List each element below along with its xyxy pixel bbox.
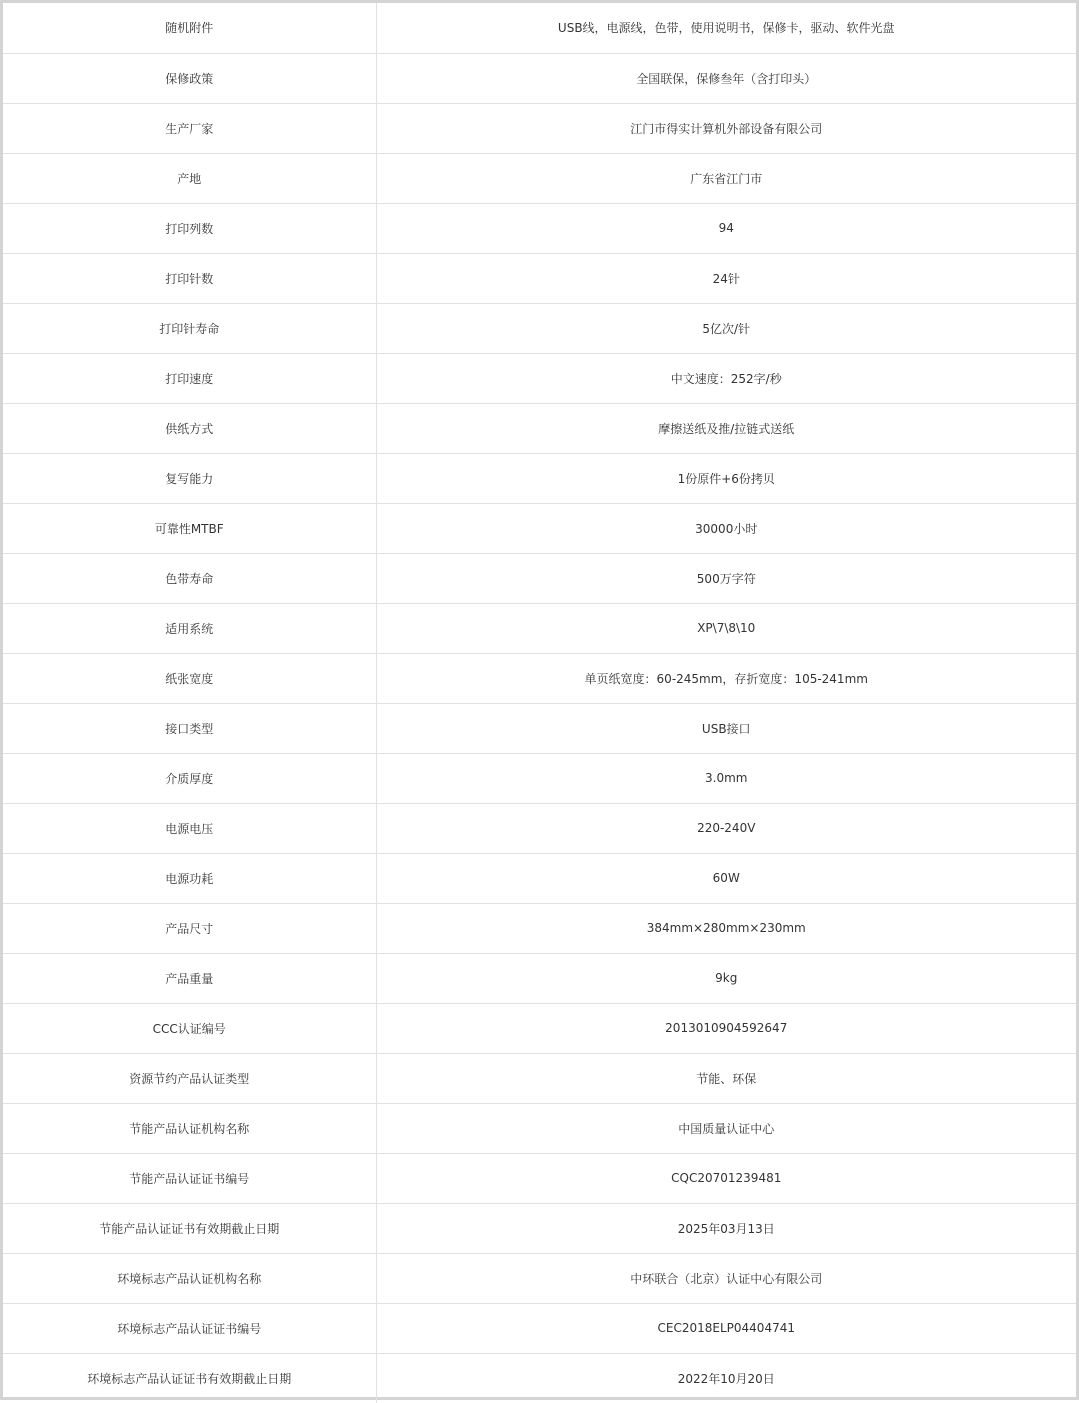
spec-label: 环境标志产品认证证书编号 [3,1303,376,1353]
spec-label: 介质厚度 [3,753,376,803]
spec-value: USB线，电源线，色带，使用说明书，保修卡，驱动、软件光盘 [376,3,1076,53]
spec-value: CQC20701239481 [376,1153,1076,1203]
spec-label: 产品重量 [3,953,376,1003]
spec-value: 5亿次/针 [376,303,1076,353]
spec-label: 打印针寿命 [3,303,376,353]
spec-table [3,3,1076,1403]
spec-label: 电源电压 [3,803,376,853]
table-row [3,253,1076,303]
table-row [3,1103,1076,1153]
table-row [3,1003,1076,1053]
spec-value: 摩擦送纸及推/拉链式送纸 [376,403,1076,453]
table-row [3,1153,1076,1203]
spec-label: 适用系统 [3,603,376,653]
spec-label: 环境标志产品认证证书有效期截止日期 [3,1353,376,1403]
table-row [3,903,1076,953]
spec-label: 保修政策 [3,53,376,103]
table-row [3,303,1076,353]
table-row [3,53,1076,103]
spec-label: 资源节约产品认证类型 [3,1053,376,1103]
spec-value: 中环联合（北京）认证中心有限公司 [376,1253,1076,1303]
table-row [3,1353,1076,1403]
table-row [3,603,1076,653]
spec-table-body [3,3,1076,1403]
spec-label: 供纸方式 [3,403,376,453]
table-row [3,853,1076,903]
spec-value: 单页纸宽度：60-245mm，存折宽度：105-241mm [376,653,1076,703]
table-row [3,953,1076,1003]
spec-value: 中文速度：252字/秒 [376,353,1076,403]
spec-label: 打印列数 [3,203,376,253]
spec-value: USB接口 [376,703,1076,753]
spec-value: 全国联保，保修叁年（含打印头） [376,53,1076,103]
spec-value: XP\7\8\10 [376,603,1076,653]
table-row [3,453,1076,503]
spec-value: 江门市得实计算机外部设备有限公司 [376,103,1076,153]
spec-value: 1份原件+6份拷贝 [376,453,1076,503]
spec-label: 电源功耗 [3,853,376,903]
table-row [3,3,1076,53]
spec-label: 色带寿命 [3,553,376,603]
spec-value: 3.0mm [376,753,1076,803]
spec-label: 产品尺寸 [3,903,376,953]
spec-value: 9kg [376,953,1076,1003]
table-row [3,203,1076,253]
spec-value: 2025年03月13日 [376,1203,1076,1253]
spec-label: 接口类型 [3,703,376,753]
spec-value: 30000小时 [376,503,1076,553]
spec-value: 中国质量认证中心 [376,1103,1076,1153]
table-row [3,753,1076,803]
spec-label: 环境标志产品认证机构名称 [3,1253,376,1303]
table-row [3,1203,1076,1253]
spec-value: 2022年10月20日 [677,1371,775,1386]
table-row [3,553,1076,603]
table-row [3,503,1076,553]
spec-value: 60W [376,853,1076,903]
spec-value: 94 [376,203,1076,253]
table-row [3,353,1076,403]
spec-value: 220-240V [376,803,1076,853]
spec-label: 打印针数 [3,253,376,303]
table-row [3,803,1076,853]
spec-label: 生产厂家 [3,103,376,153]
spec-label: 随机附件 [3,3,376,53]
spec-label: 节能产品认证机构名称 [3,1103,376,1153]
spec-value: 24针 [376,253,1076,303]
table-row [3,153,1076,203]
spec-label: 节能产品认证证书编号 [3,1153,376,1203]
table-row [3,403,1076,453]
spec-value: 384mm×280mm×230mm [376,903,1076,953]
table-row [3,1053,1076,1103]
spec-label: CCC认证编号 [3,1003,376,1053]
spec-value: CEC2018ELP04404741 [376,1303,1076,1353]
spec-value: 500万字符 [376,553,1076,603]
spec-label: 纸张宽度 [3,653,376,703]
spec-label: 打印速度 [3,353,376,403]
table-row [3,103,1076,153]
spec-value: 节能、环保 [376,1053,1076,1103]
table-row [3,1303,1076,1353]
spec-label: 产地 [3,153,376,203]
spec-label: 节能产品认证证书有效期截止日期 [3,1203,376,1253]
table-row [3,1253,1076,1303]
spec-label: 可靠性MTBF [3,503,376,553]
table-row [3,653,1076,703]
spec-label: 复写能力 [3,453,376,503]
spec-value: 广东省江门市 [376,153,1076,203]
table-row [3,703,1076,753]
spec-value: 2013010904592647 [376,1003,1076,1053]
